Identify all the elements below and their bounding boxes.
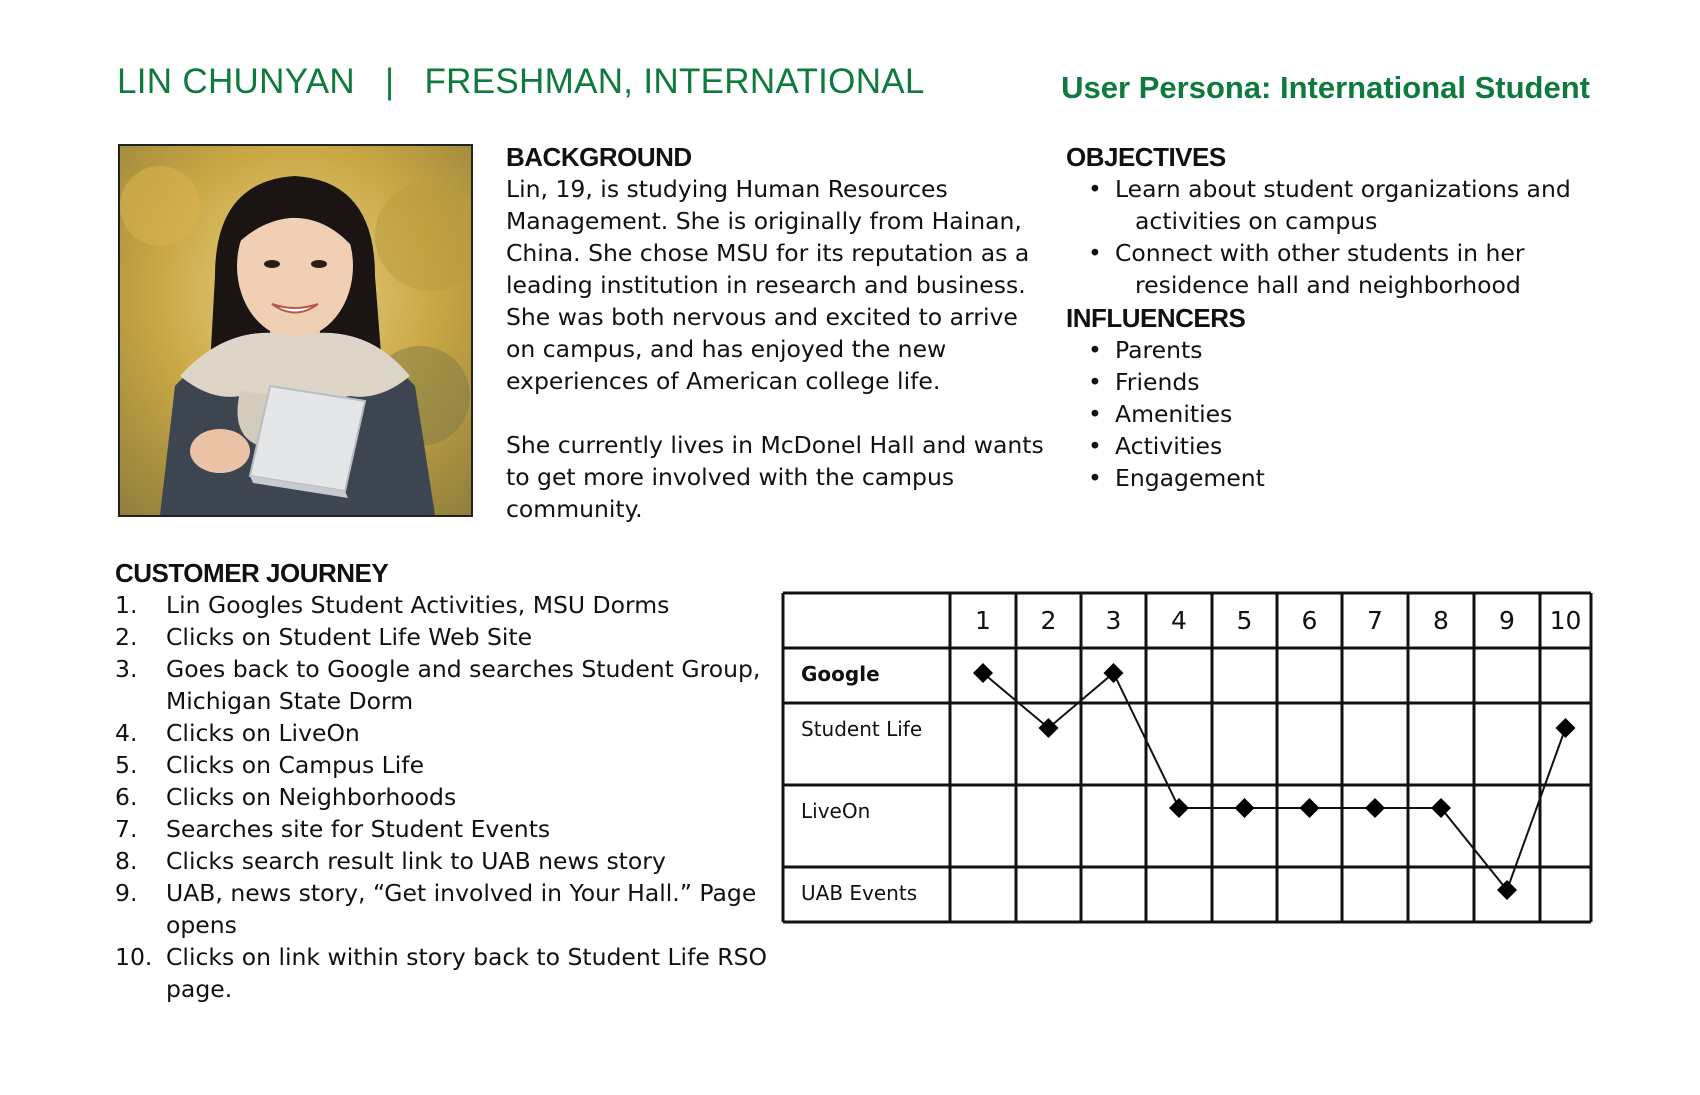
journey-heading: CUSTOMER JOURNEY [115,558,389,588]
column-label: 5 [1236,606,1253,635]
objective-item [1066,173,1626,237]
influencer-item: • Activities [1066,430,1626,462]
objectives-section [1066,142,1626,494]
background-section [506,142,1046,525]
journey-line [983,673,1566,890]
column-label: 2 [1040,606,1057,635]
journey-point [1556,718,1576,738]
column-label: 7 [1367,606,1383,635]
step-text: Clicks on Neighborhoods [166,783,457,811]
step-text: Clicks on LiveOn [166,719,360,747]
row-label: Student Life [801,717,923,741]
step-number: 10. [115,943,153,971]
column-label: 6 [1301,606,1318,635]
column-label: 8 [1433,606,1449,635]
journey-step [115,749,775,781]
objective-text-line: residence hall and neighborhood [1135,271,1521,299]
journey-step [115,845,775,877]
persona-photo [118,144,473,517]
journey-step [115,877,775,941]
row-label: UAB Events [801,881,918,905]
step-number: 8. [115,847,138,875]
step-number: 7. [115,815,138,843]
persona-name-title: LIN CHUNYAN | FRESHMAN, INTERNATIONAL [117,62,925,101]
objective-item [1066,237,1626,301]
journey-grid-chart [780,590,1596,924]
column-label: 10 [1549,606,1582,635]
row-label: Google [801,662,880,686]
customer-journey-section [115,558,775,1005]
journey-step [115,653,775,717]
objective-text-line: • Connect with other students in her [1115,239,1525,267]
journey-point [1431,798,1451,818]
objectives-list [1066,173,1626,301]
journey-step [115,621,775,653]
row-label: LiveOn [801,799,871,823]
column-label: 1 [975,606,991,635]
step-number: 2. [115,623,138,651]
influencers-list [1066,334,1626,494]
journey-step [115,941,775,1005]
journey-point [1300,798,1320,818]
journey-step [115,589,775,621]
journey-point [1365,798,1385,818]
journey-step [115,781,775,813]
step-text: Goes back to Google and searches Student Group, Michigan State Dorm [166,655,761,715]
step-number: 5. [115,751,138,779]
step-text: Searches site for Student Events [166,815,551,843]
journey-step [115,717,775,749]
column-label: 3 [1105,606,1122,635]
journey-step [115,813,775,845]
step-number: 4. [115,719,138,747]
background-paragraph-2: She currently lives in McDonel Hall and wants to get more involved with the campus community. [506,431,1044,523]
background-paragraph-1: Lin, 19, is studying Human Resources Management. She is originally from Hainan, China. She chose MSU for its reputation as a leading institution in research and business. She was both nervous and excited to arrive on campus, and has enjoyed the new experiences of American college life. [506,175,1030,395]
journey-steps-list [115,589,775,1005]
journey-point [1235,798,1255,818]
step-text: Clicks on Student Life Web Site [166,623,533,651]
objective-text-line: • Learn about student organizations and [1115,175,1571,203]
step-number: 6. [115,783,138,811]
journey-point [1497,880,1517,900]
influencer-item: • Parents [1066,334,1626,366]
objective-text-line: activities on campus [1135,207,1378,235]
step-number: 9. [115,879,138,907]
column-label: 4 [1171,606,1187,635]
persona-type-subtitle: User Persona: International Student [1061,70,1590,105]
step-number: 1. [115,591,138,619]
journey-point [1169,798,1189,818]
background-heading: BACKGROUND [506,142,692,172]
step-text: Clicks on link within story back to Student Life RSO page. [166,943,768,1003]
step-text: Clicks search result link to UAB news story [166,847,666,875]
column-label: 9 [1499,606,1515,635]
influencer-item: • Engagement [1066,462,1626,494]
objectives-heading: OBJECTIVES [1066,142,1226,172]
step-text: Clicks on Campus Life [166,751,425,779]
portrait-illustration [120,146,471,515]
influencer-item: • Friends [1066,366,1626,398]
step-text: Lin Googles Student Activities, MSU Dorms [166,591,670,619]
influencers-heading: INFLUENCERS [1066,303,1246,333]
step-number: 3. [115,655,138,683]
influencer-item: • Amenities [1066,398,1626,430]
step-text: UAB, news story, “Get involved in Your Hall.” Page opens [166,879,757,939]
